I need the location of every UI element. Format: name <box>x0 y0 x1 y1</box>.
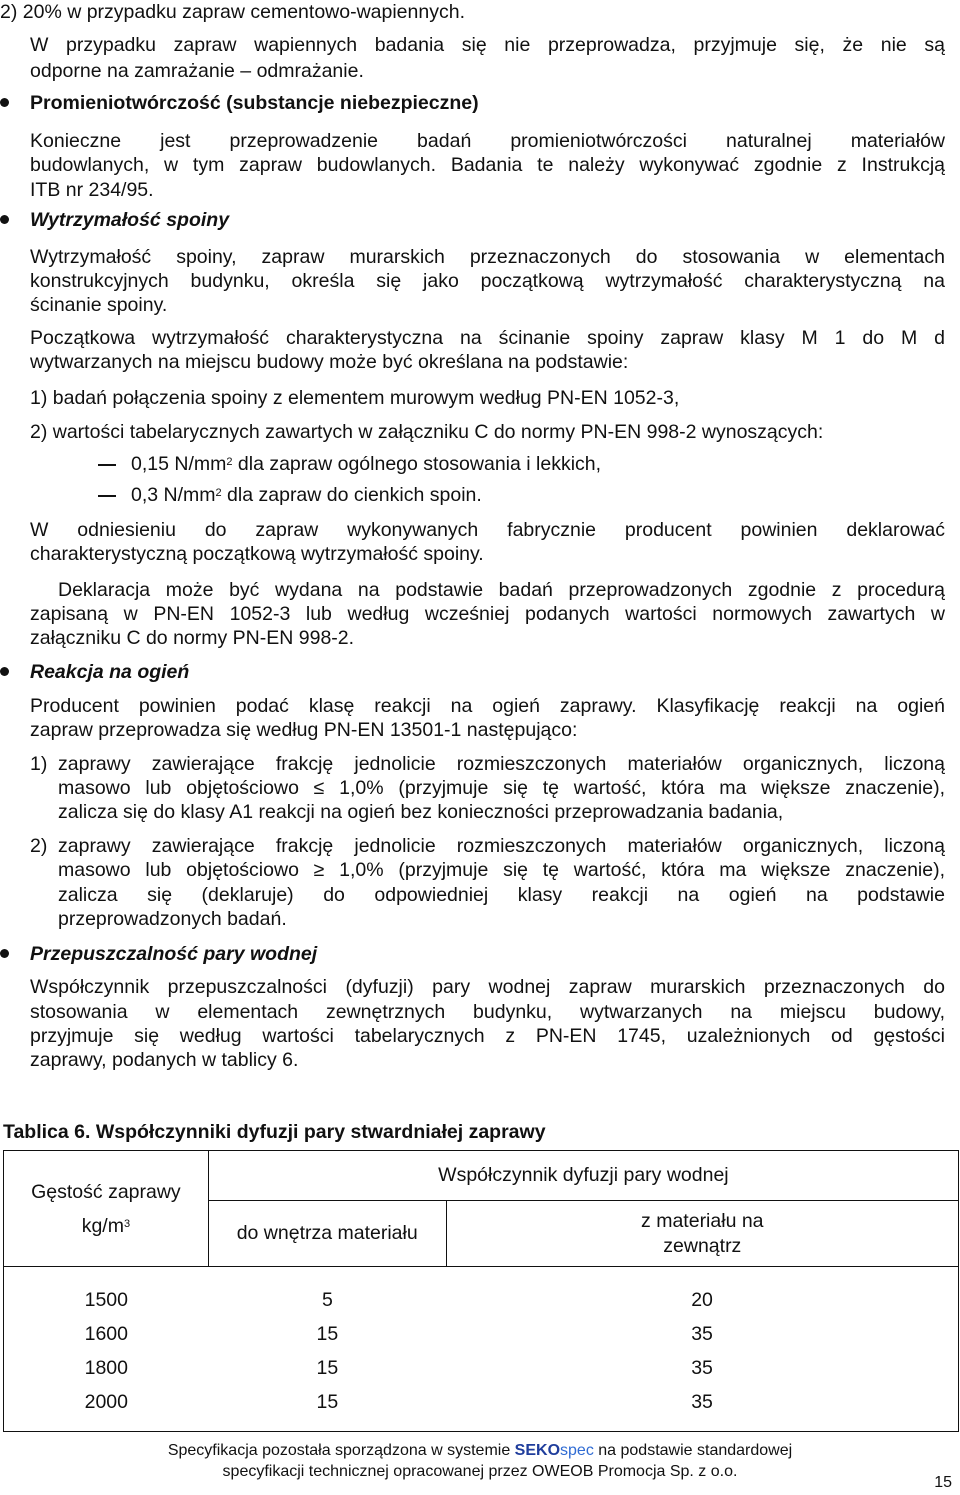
section-heading: Przepuszczalność pary wodnej <box>30 943 318 965</box>
list-item: 2) wartości tabelarycznych zawartych w załączniku C do normy PN-EN 998-2 wynoszących: <box>30 421 824 443</box>
table-spacer <box>4 1267 958 1283</box>
header-outward: z materiału na zewnątrz <box>446 1201 958 1267</box>
text-line: ITB nr 234/95. <box>30 179 154 201</box>
table-cell: 15 <box>316 1322 339 1345</box>
table-cell: 1600 <box>84 1322 128 1345</box>
text-line: Konieczne jest przeprowadzenie badań promieniotwórczości naturalnej materiałów <box>30 130 945 152</box>
table-cell: 35 <box>691 1322 713 1345</box>
text-line: zaprawy, podanych w tablicy 6. <box>30 1049 299 1071</box>
list-item: 1) badań połączenia spoiny z elementem murowym według PN-EN 1052-3, <box>30 387 680 409</box>
text-line: stosowania w elementach zewnętrznych budynku, wytwarzanych na miejscu budowy, <box>30 1001 945 1023</box>
bullet-icon <box>0 667 9 676</box>
text-line: wytwarzanych na miejscu budowy może być określana na podstawie: <box>30 351 629 373</box>
text-line: konstrukcyjnych budynku, określa się jako początkową wytrzymałość charakterystyczną na <box>30 270 945 292</box>
table-cell: 20 <box>691 1288 713 1311</box>
table-cell: 5 <box>321 1288 333 1311</box>
text-line: zapisaną w PN-EN 1052-3 lub według wcześniej podanych wartości normowych zawartych w <box>30 603 945 625</box>
list-number: 1) <box>30 753 48 775</box>
text-line: Współczynnik przepuszczalności (dyfuzji) pary wodnej zapraw murarskich przeznaczonych do <box>30 976 945 998</box>
table-cell: 15 <box>316 1390 339 1413</box>
dash-icon <box>98 495 116 497</box>
page-number: 15 <box>934 1474 952 1491</box>
section-heading: Reakcja na ogień <box>30 661 190 683</box>
table-row <box>4 1283 958 1317</box>
table-caption: Tablica 6. Współczynniki dyfuzji pary stwardniałej zaprawy <box>3 1121 546 1143</box>
section-heading: Wytrzymałość spoiny <box>30 209 230 231</box>
text-line: W odniesieniu do zapraw wykonywanych fabrycznie producent powinien deklarować <box>30 519 945 541</box>
text-line: przeprowadzonych badań. <box>58 908 287 930</box>
text-line: zalicza się do klasy A1 reakcji na ogień bez konieczności przeprowadzania badania, <box>58 801 784 823</box>
page-footer <box>0 1440 960 1482</box>
header-inward: do wnętrza materiału <box>208 1201 446 1267</box>
header-group: Współczynnik dyfuzji pary wodnej <box>208 1151 958 1201</box>
text-line: 2) 20% w przypadku zapraw cementowo-wapiennych. <box>0 1 465 23</box>
dash-item: 0,3 $N/mm^2$ dla zapraw do cienkich spoin. <box>131 484 482 506</box>
table-cell: 15 <box>316 1356 339 1379</box>
text-line: odporne na zamrażanie – odmrażanie. <box>30 60 364 82</box>
text-line: budowlanych, w tym zapraw budowlanych. Badania te należy wykonywać zgodnie z Instrukcją <box>30 154 945 176</box>
table-cell: 35 <box>691 1356 713 1379</box>
dash-item: 0,15 $N/mm^2$ dla zapraw ogólnego stosowania i lekkich, <box>131 453 602 475</box>
text-line: Początkowa wytrzymałość charakterystyczna na ścinanie spoiny zapraw klasy M 1 do M d <box>30 327 945 349</box>
header-density: Gęstość zaprawy $kg/m^3$ <box>4 1151 209 1267</box>
brand-logo-part: SEKO <box>514 1442 561 1459</box>
footer-line: Specyfikacja pozostała sporządzona w systemie SEKOspec na podstawie standardowej <box>167 1442 793 1459</box>
dash-icon <box>98 464 116 466</box>
text-line: Deklaracja może być wydana na podstawie badań przeprowadzonych zgodnie z procedurą <box>58 579 945 601</box>
text-line: ścinanie spoiny. <box>30 294 168 316</box>
data-table <box>3 1150 959 1432</box>
text-line: charakterystyczną początkową wytrzymałość spoiny. <box>30 543 484 565</box>
text-line: Wytrzymałość spoiny, zapraw murarskich przeznaczonych do stosowania w elementach <box>30 246 945 268</box>
list-number: 2) <box>30 835 48 857</box>
table-cell: 35 <box>691 1390 713 1413</box>
text-line: W przypadku zapraw wapiennych badania się nie przeprowadza, przyjmuje się, że nie są <box>30 34 945 56</box>
bullet-icon <box>0 215 9 224</box>
text-line: Producent powinien podać klasę reakcji na ogień zaprawy. Klasyfikację reakcji na ogień <box>30 695 945 717</box>
section-heading: Promieniotwórczość (substancje niebezpieczne) <box>30 92 479 114</box>
text-line: zalicza się (deklaruje) do odpowiedniej klasy reakcji na ogień na podstawie <box>58 884 945 906</box>
table-cell: 2000 <box>84 1390 128 1413</box>
table-row <box>4 1385 958 1419</box>
text-line: zaprawy zawierające frakcję jednolicie rozmieszczonych materiałów organicznych, liczoną <box>58 753 945 775</box>
text-line: zaprawy zawierające frakcję jednolicie rozmieszczonych materiałów organicznych, liczoną <box>58 835 945 857</box>
text-line: masowo lub objętościowo ≥ 1,0% (przyjmuje się tę wartość, która ma większe znaczenie), <box>58 859 945 881</box>
table-cell: 1500 <box>84 1288 128 1311</box>
table-body-grid <box>4 1267 958 1431</box>
bullet-icon <box>0 949 9 958</box>
text-line: przyjmuje się według wartości tabelarycznych z PN-EN 1745, uzależnionych od gęstości <box>30 1025 945 1047</box>
brand-logo-part: spec <box>560 1442 594 1459</box>
table-cell: 1800 <box>84 1356 128 1379</box>
text-line: masowo lub objętościowo ≤ 1,0% (przyjmuje się tę wartość, która ma większe znaczenie), <box>58 777 945 799</box>
bullet-icon <box>0 98 9 107</box>
table-row <box>4 1351 958 1385</box>
table-spacer <box>4 1419 958 1431</box>
text-line: załączniku C do normy PN-EN 998-2. <box>30 627 355 649</box>
text-line: zapraw przeprowadza się według PN-EN 13501-1 następująco: <box>30 719 578 741</box>
table-row <box>4 1317 958 1351</box>
table-body <box>4 1267 959 1432</box>
footer-line: specyfikacji technicznej opracowanej przez OWEOB Promocja Sp. z o.o. <box>222 1463 738 1480</box>
